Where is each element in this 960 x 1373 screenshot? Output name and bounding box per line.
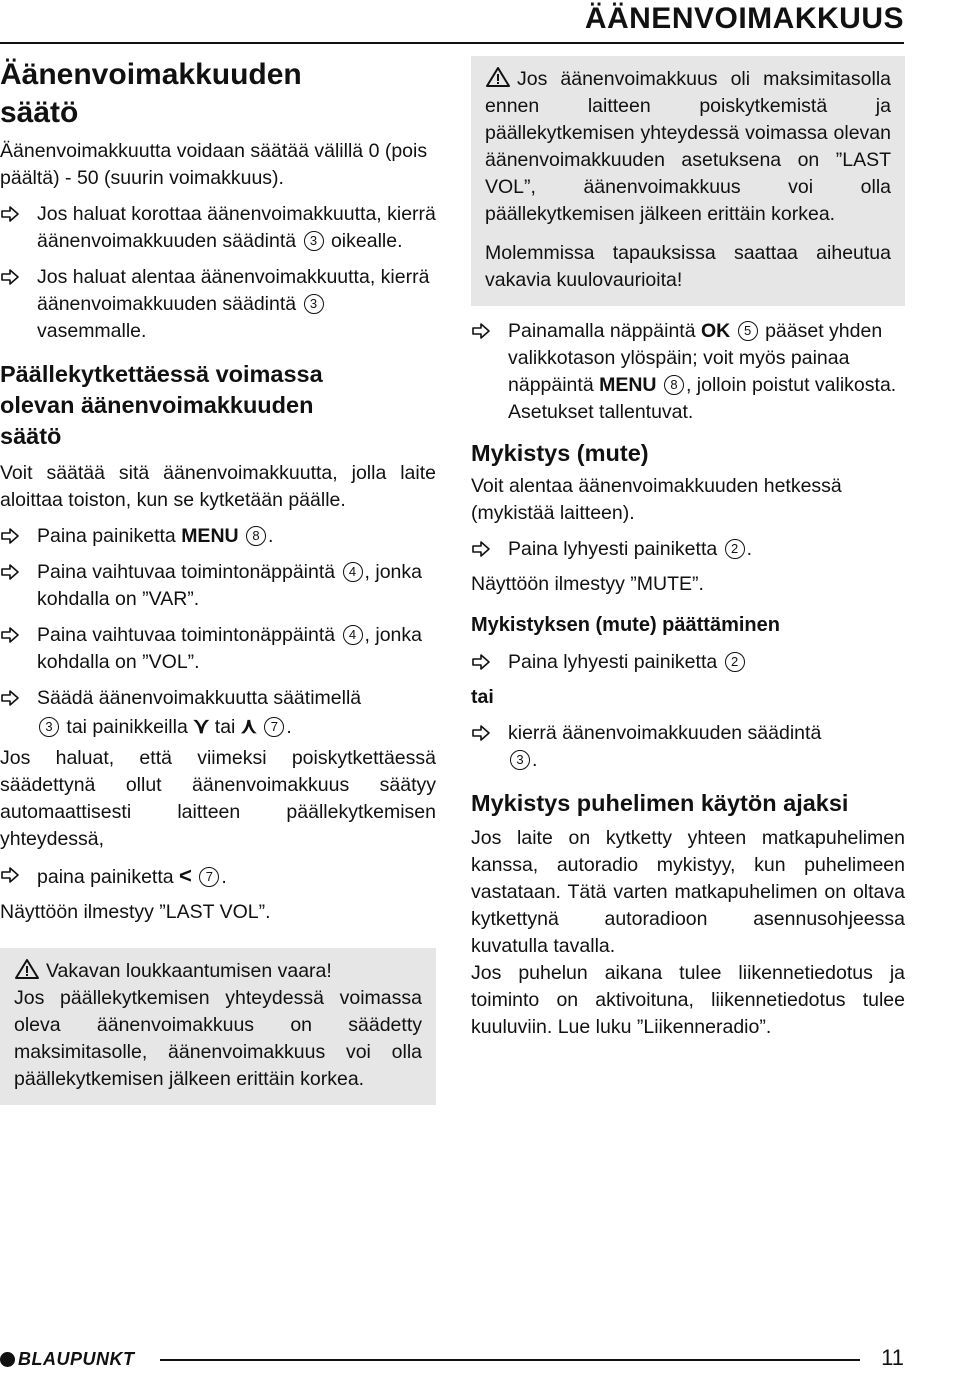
control-number-badge: 7 (264, 717, 284, 737)
warning-triangle-icon (14, 958, 40, 980)
step-arrow-icon (0, 267, 20, 287)
step-text: Painamalla näppäintä (508, 320, 701, 342)
warning-title-row (14, 958, 422, 985)
step-text: . (286, 716, 292, 738)
step-text: Paina painiketta (37, 525, 182, 547)
step-text: oikealle. (325, 230, 403, 252)
or-label: tai (471, 686, 494, 708)
subsection-title-end-mute: Mykistyksen (mute) päättäminen (471, 614, 780, 636)
step-text: , jonka kohdalla on ”VAR”. (37, 561, 422, 610)
phone-mute-text: Jos laite on kytketty yhteen matkapuhelimen kanssa, autoradio mykistyy, kun puhelimeen vastataan. Tätä varten matkapuhelimen on oltava kytkettynä autoradioon asennusohjeessa kuvatulla tavalla. (471, 827, 905, 957)
chevron-down-icon: ⋎ (193, 713, 210, 738)
brand-logo (0, 1349, 135, 1370)
section-title-mute: Mykistys (mute) (471, 440, 649, 466)
step-arrow-icon (0, 562, 20, 582)
chevron-left-icon: < (179, 863, 192, 888)
warning-title: Vakavan loukkaantumisen vaara! (46, 960, 332, 982)
last-vol-display-text: Näyttöön ilmestyy ”LAST VOL”. (0, 901, 271, 923)
control-number-badge: 3 (304, 294, 324, 314)
control-number-badge: 2 (725, 539, 745, 559)
control-number-badge: 2 (725, 652, 745, 672)
menu-key-label: MENU (599, 374, 657, 396)
subsection-title-startup-volume: Päällekytkettäessä voimassa olevan äänenvoimakkuuden säätö (0, 361, 323, 449)
warning-box-injury (0, 948, 436, 1105)
step-arrow-icon (471, 652, 491, 672)
control-number-badge: 5 (738, 321, 758, 341)
step-arrow-icon (471, 321, 491, 341)
header-rule (0, 42, 904, 44)
warning-text (485, 66, 891, 228)
page-number: 11 (881, 1345, 904, 1370)
control-number-badge: 7 (199, 867, 219, 887)
step-text: . (746, 538, 753, 560)
footer-rule (160, 1359, 860, 1361)
control-number-badge: 8 (664, 375, 684, 395)
step-text: tai painikkeilla (61, 716, 194, 738)
step-text: paina painiketta (37, 866, 180, 888)
step-text: Paina lyhyesti painiketta (508, 538, 723, 560)
step-text: vasemmalle. (37, 320, 147, 342)
step-text: Paina vaihtuvaa toimintonäppäintä (37, 561, 341, 583)
warning-text: Jos päällekytkemisen yhteydessä voimassa oleva äänenvoimakkuus on säädetty maksimitasolle, äänenvoimakkuus voi olla päällekytkemisen jälkeen erittäin korkea. (14, 987, 422, 1090)
step-text: Paina vaihtuvaa toimintonäppäintä (37, 624, 341, 646)
phone-traffic-text: Jos puhelun aikana tulee liikennetiedotus ja toiminto on aktivoituna, liikennetiedotus tulee kuuluviin. Lue luku ”Liikenneradio”. (471, 962, 905, 1038)
chevron-up-icon: ⋏ (240, 713, 257, 738)
step-arrow-icon (0, 526, 20, 546)
step-text: pääset yhden valikkotason ylöspäin; voit myös painaa näppäintä (508, 320, 883, 396)
logo-dot-icon (0, 1352, 15, 1367)
step-text: Säädä äänenvoimakkuutta säätimellä (37, 687, 362, 709)
step-text: kierrä äänenvoimakkuuden säädintä (508, 722, 822, 744)
step-text: tai (209, 716, 241, 738)
step-arrow-icon (0, 865, 20, 885)
step-arrow-icon (471, 539, 491, 559)
step-text: . (221, 866, 227, 888)
step-text: Paina lyhyesti painiketta (508, 651, 723, 673)
last-vol-text: Jos haluat, että viimeksi poiskytkettäessä säädettynä ollut äänenvoimakkuus säätyy automaattisesti laitteen päällekytkemisen yhteydessä, (0, 747, 436, 850)
left-column (0, 52, 436, 1105)
step-text: . (268, 525, 274, 547)
step-arrow-icon (0, 625, 20, 645)
step-press-ok (471, 318, 905, 426)
startup-volume-text: Voit säätää sitä äänenvoimakkuutta, jolla laite aloittaa toiston, kun se kytketään päälle. (0, 462, 436, 511)
step-adjust-volume (0, 685, 436, 741)
control-number-badge: 3 (510, 750, 530, 770)
ok-key-label: OK (700, 320, 731, 342)
control-number-badge: 4 (343, 625, 363, 645)
step-press-back (0, 862, 436, 891)
mute-display-text: Näyttöön ilmestyy ”MUTE”. (471, 573, 704, 595)
section-title-volume: Äänenvoimakkuuden säätö (0, 58, 302, 129)
hearing-damage-text: Molemmissa tapauksissa saattaa aiheutua vakavia kuulovaurioita! (485, 242, 891, 291)
step-turn-volume-knob (471, 720, 905, 774)
right-column (471, 56, 905, 1041)
brand-name: BLAUPUNKT (18, 1349, 135, 1369)
step-press-mute (471, 536, 905, 563)
step-text: Jos haluat korottaa äänenvoimakkuutta, kierrä äänenvoimakkuuden säädintä (37, 203, 436, 252)
step-press-menu (0, 523, 436, 550)
control-number-badge: 4 (343, 562, 363, 582)
warning-triangle-icon (485, 66, 511, 88)
mute-text: Voit alentaa äänenvoimakkuuden hetkessä (mykistää laitteen). (471, 475, 842, 524)
step-press-unmute (471, 649, 905, 676)
step-decrease-volume (0, 264, 436, 345)
control-number-badge: 3 (39, 717, 59, 737)
step-text: . (532, 749, 538, 771)
step-press-var (0, 559, 436, 613)
intro-text: Äänenvoimakkuutta voidaan säätää välillä 0 (pois päältä) - 50 (suurin voimakkuus). (0, 140, 428, 189)
step-text: , jolloin poistut valikosta. Asetukset tallentuvat. (508, 374, 897, 423)
step-arrow-icon (0, 204, 20, 224)
step-press-vol (0, 622, 436, 676)
warning-box-hearing (471, 56, 905, 306)
step-arrow-icon (0, 688, 20, 708)
step-text: , jonka kohdalla on ”VOL”. (37, 624, 422, 673)
warning-text-body: Jos äänenvoimakkuus oli maksimitasolla ennen laitteen poiskytkemistä ja päällekytkemisen yhteydessä voimassa olevan äänenvoimakkuuden asetuksena on ”LAST VOL”, äänenvoimakkuus voi olla päällekytkemisen jälkeen erittäin korkea. (485, 68, 891, 225)
step-increase-volume (0, 201, 436, 255)
step-text: Jos haluat alentaa äänenvoimakkuutta, kierrä äänenvoimakkuuden säädintä (37, 266, 430, 315)
control-number-badge: 3 (304, 231, 324, 251)
menu-key-label: MENU (181, 525, 239, 547)
control-number-badge: 8 (246, 526, 266, 546)
running-head: ÄÄNENVOIMAKKUUS (584, 2, 904, 35)
section-title-phone-mute: Mykistys puhelimen käytön ajaksi (471, 790, 849, 816)
step-arrow-icon (471, 723, 491, 743)
